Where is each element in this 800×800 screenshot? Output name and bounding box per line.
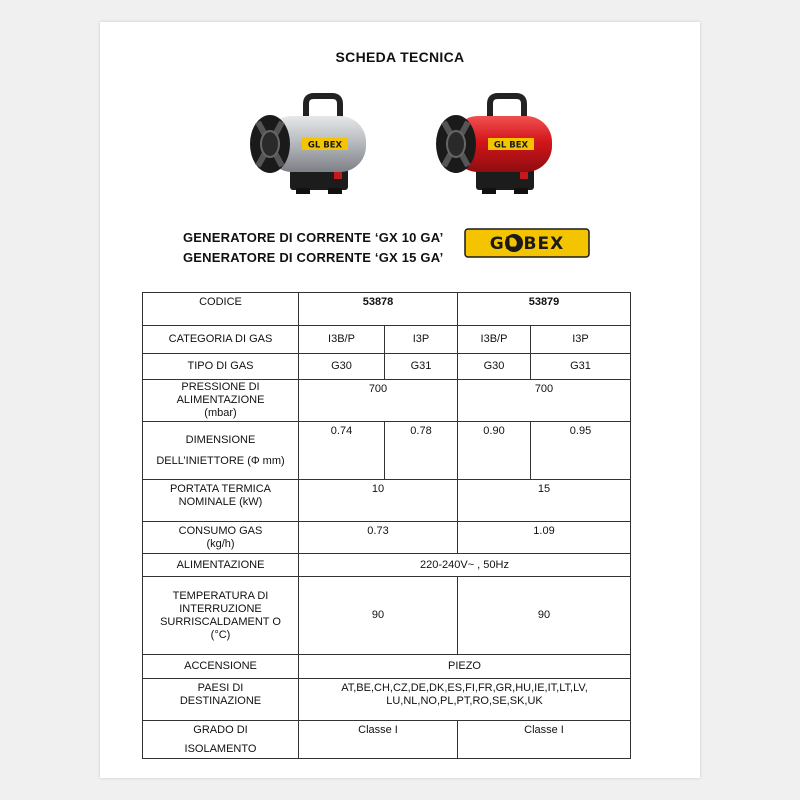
cell-value: 0.74 — [299, 422, 385, 480]
cell-value: 700 — [458, 380, 631, 422]
cell-value: 700 — [299, 380, 458, 422]
label-line: ALIMENTAZIONE — [176, 394, 265, 406]
label-line: PORTATA TERMICA — [169, 483, 272, 495]
row-label-tipo: TIPO DI GAS — [143, 354, 299, 380]
label-line: SURRISCALDAMENT O — [160, 615, 281, 628]
label-line: CONSUMO GAS — [178, 524, 263, 537]
label-line: DELL’INIETTORE (Φ mm) — [156, 454, 285, 467]
cell-value: I3B/P — [458, 326, 531, 354]
table-row — [143, 522, 631, 554]
label-line: (kg/h) — [206, 537, 235, 550]
label-line: (mbar) — [204, 407, 237, 419]
code-gx10: 53878 — [299, 293, 458, 326]
cell-value: I3B/P — [299, 326, 385, 354]
cell-value: 0.78 — [385, 422, 458, 480]
label-line: DESTINAZIONE — [179, 695, 262, 707]
value-line: AT,BE,CH,CZ,DE,DK,ES,FI,FR,GR,HU,IE,IT,LT,LV, — [341, 682, 588, 694]
red-heater-image — [434, 92, 558, 214]
cell-value: G30 — [458, 354, 531, 380]
label-line: ISOLAMENTO — [184, 742, 257, 755]
cell-value: 1.09 — [458, 522, 631, 554]
row-label-portata — [143, 480, 299, 522]
grey-heater-brand: GL BEX — [307, 140, 343, 151]
page-title: SCHEDA TECNICA — [335, 49, 465, 65]
row-label-categoria: CATEGORIA DI GAS — [143, 326, 299, 354]
label-line: TEMPERATURA DI — [172, 589, 269, 602]
cell-value: G31 — [385, 354, 458, 380]
label-line: GRADO DI — [193, 723, 248, 736]
label-line: PRESSIONE DI — [181, 381, 260, 393]
document-page — [100, 22, 700, 778]
spec-table — [142, 292, 631, 759]
table-row — [143, 721, 631, 759]
cell-value: 15 — [458, 480, 631, 522]
cell-value: I3P — [531, 326, 631, 354]
cell-value: Classe I — [458, 721, 631, 759]
table-row — [143, 655, 631, 679]
cell-value: 0.73 — [299, 522, 458, 554]
cell-value: 0.95 — [531, 422, 631, 480]
row-label-alimentazione: ALIMENTAZIONE — [143, 554, 299, 577]
cell-value: 220-240V~ , 50Hz — [299, 554, 631, 577]
label-line: PAESI DI — [197, 682, 244, 694]
row-label-temperatura — [143, 577, 299, 655]
cell-value: 90 — [458, 577, 631, 655]
table-row — [143, 577, 631, 655]
table-row — [143, 293, 631, 326]
table-row — [143, 422, 631, 480]
product-title-gx10: GENERATORE DI CORRENTE ‘GX 10 GA’ — [183, 230, 444, 245]
table-row — [143, 380, 631, 422]
row-label-codice: CODICE — [143, 293, 299, 326]
cell-value: 0.90 — [458, 422, 531, 480]
cell-value: 10 — [299, 480, 458, 522]
row-label-dimensione — [143, 422, 299, 480]
row-label-consumo — [143, 522, 299, 554]
row-label-paesi — [143, 679, 299, 721]
table-row — [143, 354, 631, 380]
logo-text: GL BEX — [489, 234, 565, 254]
cell-value: I3P — [385, 326, 458, 354]
cell-value: Classe I — [299, 721, 458, 759]
cell-value: G31 — [531, 354, 631, 380]
cell-value: 90 — [299, 577, 458, 655]
row-label-grado — [143, 721, 299, 759]
table-row — [143, 679, 631, 721]
code-gx15: 53879 — [458, 293, 631, 326]
red-heater-brand: GL BEX — [493, 140, 529, 151]
row-label-pressione — [143, 380, 299, 422]
label-line: INTERRUZIONE — [179, 602, 262, 615]
grey-heater-image — [248, 92, 372, 214]
cell-value: PIEZO — [299, 655, 631, 679]
label-line: DIMENSIONE — [185, 433, 256, 446]
value-line: LU,NL,NO,PL,PT,RO,SE,SK,UK — [386, 695, 543, 707]
table-row — [143, 554, 631, 577]
globex-logo — [464, 228, 590, 258]
cell-value — [299, 679, 631, 721]
row-label-accensione: ACCENSIONE — [143, 655, 299, 679]
cell-value: G30 — [299, 354, 385, 380]
table-row — [143, 480, 631, 522]
label-line: (°C) — [210, 628, 231, 641]
table-row — [143, 326, 631, 354]
product-title-gx15: GENERATORE DI CORRENTE ‘GX 15 GA’ — [183, 250, 444, 265]
label-line: NOMINALE (kW) — [178, 496, 263, 508]
